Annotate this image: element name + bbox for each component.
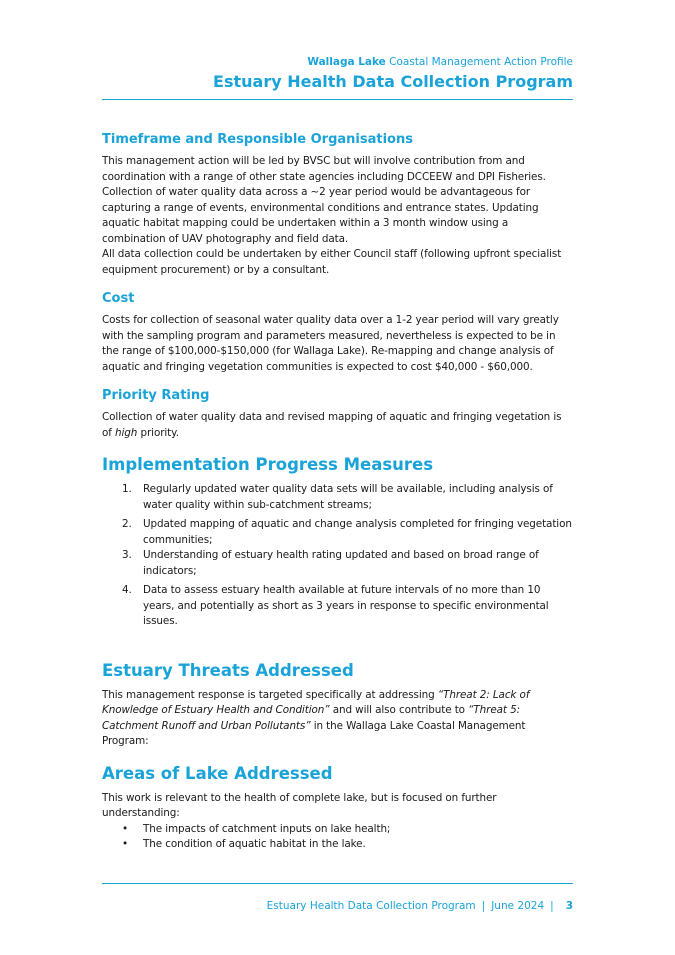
areas-list <box>102 822 574 853</box>
header-profile: Coastal Management Action Profile <box>389 56 573 68</box>
bullet-icon: • <box>122 838 129 850</box>
footer-title: Estuary Health Data Collection Program <box>266 900 476 912</box>
progress-heading: Implementation Progress Measures <box>102 455 434 474</box>
progress-item-text: Data to assess estuary health available at future intervals of no more than 10 years, and potentially as short as 3 years in response to specific environmental issues. <box>143 584 549 627</box>
areas-paragraph: This work is relevant to the health of complete lake, but is focused on further understanding: <box>102 791 497 819</box>
priority-text-end: priority. <box>137 426 179 439</box>
priority-heading: Priority Rating <box>102 388 210 403</box>
threats-text-c: and will also contribute to <box>329 704 469 716</box>
cost-paragraph: Costs for collection of seasonal water quality data over a 1-2 year period will vary greatly with the sampling program and parameters measured, nevertheless is expected to be in the range of $100,000-$150,000 (for Wallaga Lake). Re-mapping and change analysis of aquatic and fringing vegetation communities is expected to cost $40,000 - $60,000. <box>102 314 559 373</box>
threat-5-reference: “Threat 5: Catchment Runoff and Urban Pollutants” <box>102 704 520 732</box>
progress-item-text: Understanding of estuary health rating updated and based on broad range of indicators; <box>143 549 539 577</box>
page-header <box>213 55 573 93</box>
progress-item <box>102 517 574 548</box>
timeframe-heading: Timeframe and Responsible Organisations <box>102 132 413 147</box>
footer-separator: | <box>481 900 486 912</box>
areas-heading: Areas of Lake Addressed <box>102 763 333 783</box>
threats-paragraph <box>102 688 574 750</box>
priority-paragraph <box>102 410 574 441</box>
areas-list-item-text: The condition of aquatic habitat in the lake. <box>143 838 366 850</box>
timeframe-paragraph-2: All data collection could be undertaken by either Council staff (following upfront specialist equipment procurement) or by a consultant. <box>102 248 562 276</box>
bullet-icon: • <box>122 822 129 835</box>
cost-heading: Cost <box>102 291 135 306</box>
areas-list-item-text: The impacts of catchment inputs on lake health; <box>143 822 391 835</box>
progress-item-number: 3. <box>122 549 132 561</box>
progress-item <box>102 548 574 579</box>
page-footer <box>267 900 573 912</box>
progress-item-text: Regularly updated water quality data sets will be available, including analysis of water quality within sub-catchment streams; <box>143 483 553 511</box>
header-divider <box>102 99 573 100</box>
areas-list-item <box>102 822 574 838</box>
progress-list <box>102 482 574 630</box>
page-number: 3 <box>565 900 573 912</box>
progress-item-number: 1. <box>122 483 132 495</box>
progress-item-number: 2. <box>122 518 132 530</box>
header-subtitle <box>213 55 573 69</box>
header-brand: Wallaga Lake <box>307 56 386 68</box>
footer-divider <box>102 883 573 884</box>
footer-separator: | <box>550 900 554 912</box>
priority-level: high <box>115 426 138 439</box>
timeframe-paragraph-1: This management action will be led by BVSC but will involve contribution from and coordination with a range of other state agencies including DCCEEW and DPI Fisheries. Collection of water quality data across a ~2 year period would be advantageous for capturing a range of events, environmental conditions and entrance states. Updating aquatic habitat mapping could be undertaken within a 3 month window using a combination of UAV photography and field data. <box>102 155 546 245</box>
progress-item-text: Updated mapping of aquatic and change analysis completed for fringing vegetation communities; <box>143 518 572 546</box>
areas-list-item <box>102 837 574 853</box>
progress-item-number: 4. <box>122 584 132 596</box>
footer-date: June 2024 <box>491 900 545 912</box>
progress-item <box>102 482 574 513</box>
header-title: Estuary Health Data Collection Program <box>213 72 573 91</box>
progress-item <box>102 583 574 630</box>
threats-heading: Estuary Threats Addressed <box>102 660 354 680</box>
threats-text-e: in the Wallaga Lake Coastal Management Program: <box>102 719 526 747</box>
priority-text: Collection of water quality data and revised mapping of aquatic and fringing vegetation is of <box>102 411 562 439</box>
main-content <box>102 131 574 853</box>
threat-2-reference: “Threat 2: Lack of Knowledge of Estuary Health and Condition” <box>102 688 530 716</box>
threats-text-a: This management response is targeted specifically at addressing <box>102 688 438 701</box>
